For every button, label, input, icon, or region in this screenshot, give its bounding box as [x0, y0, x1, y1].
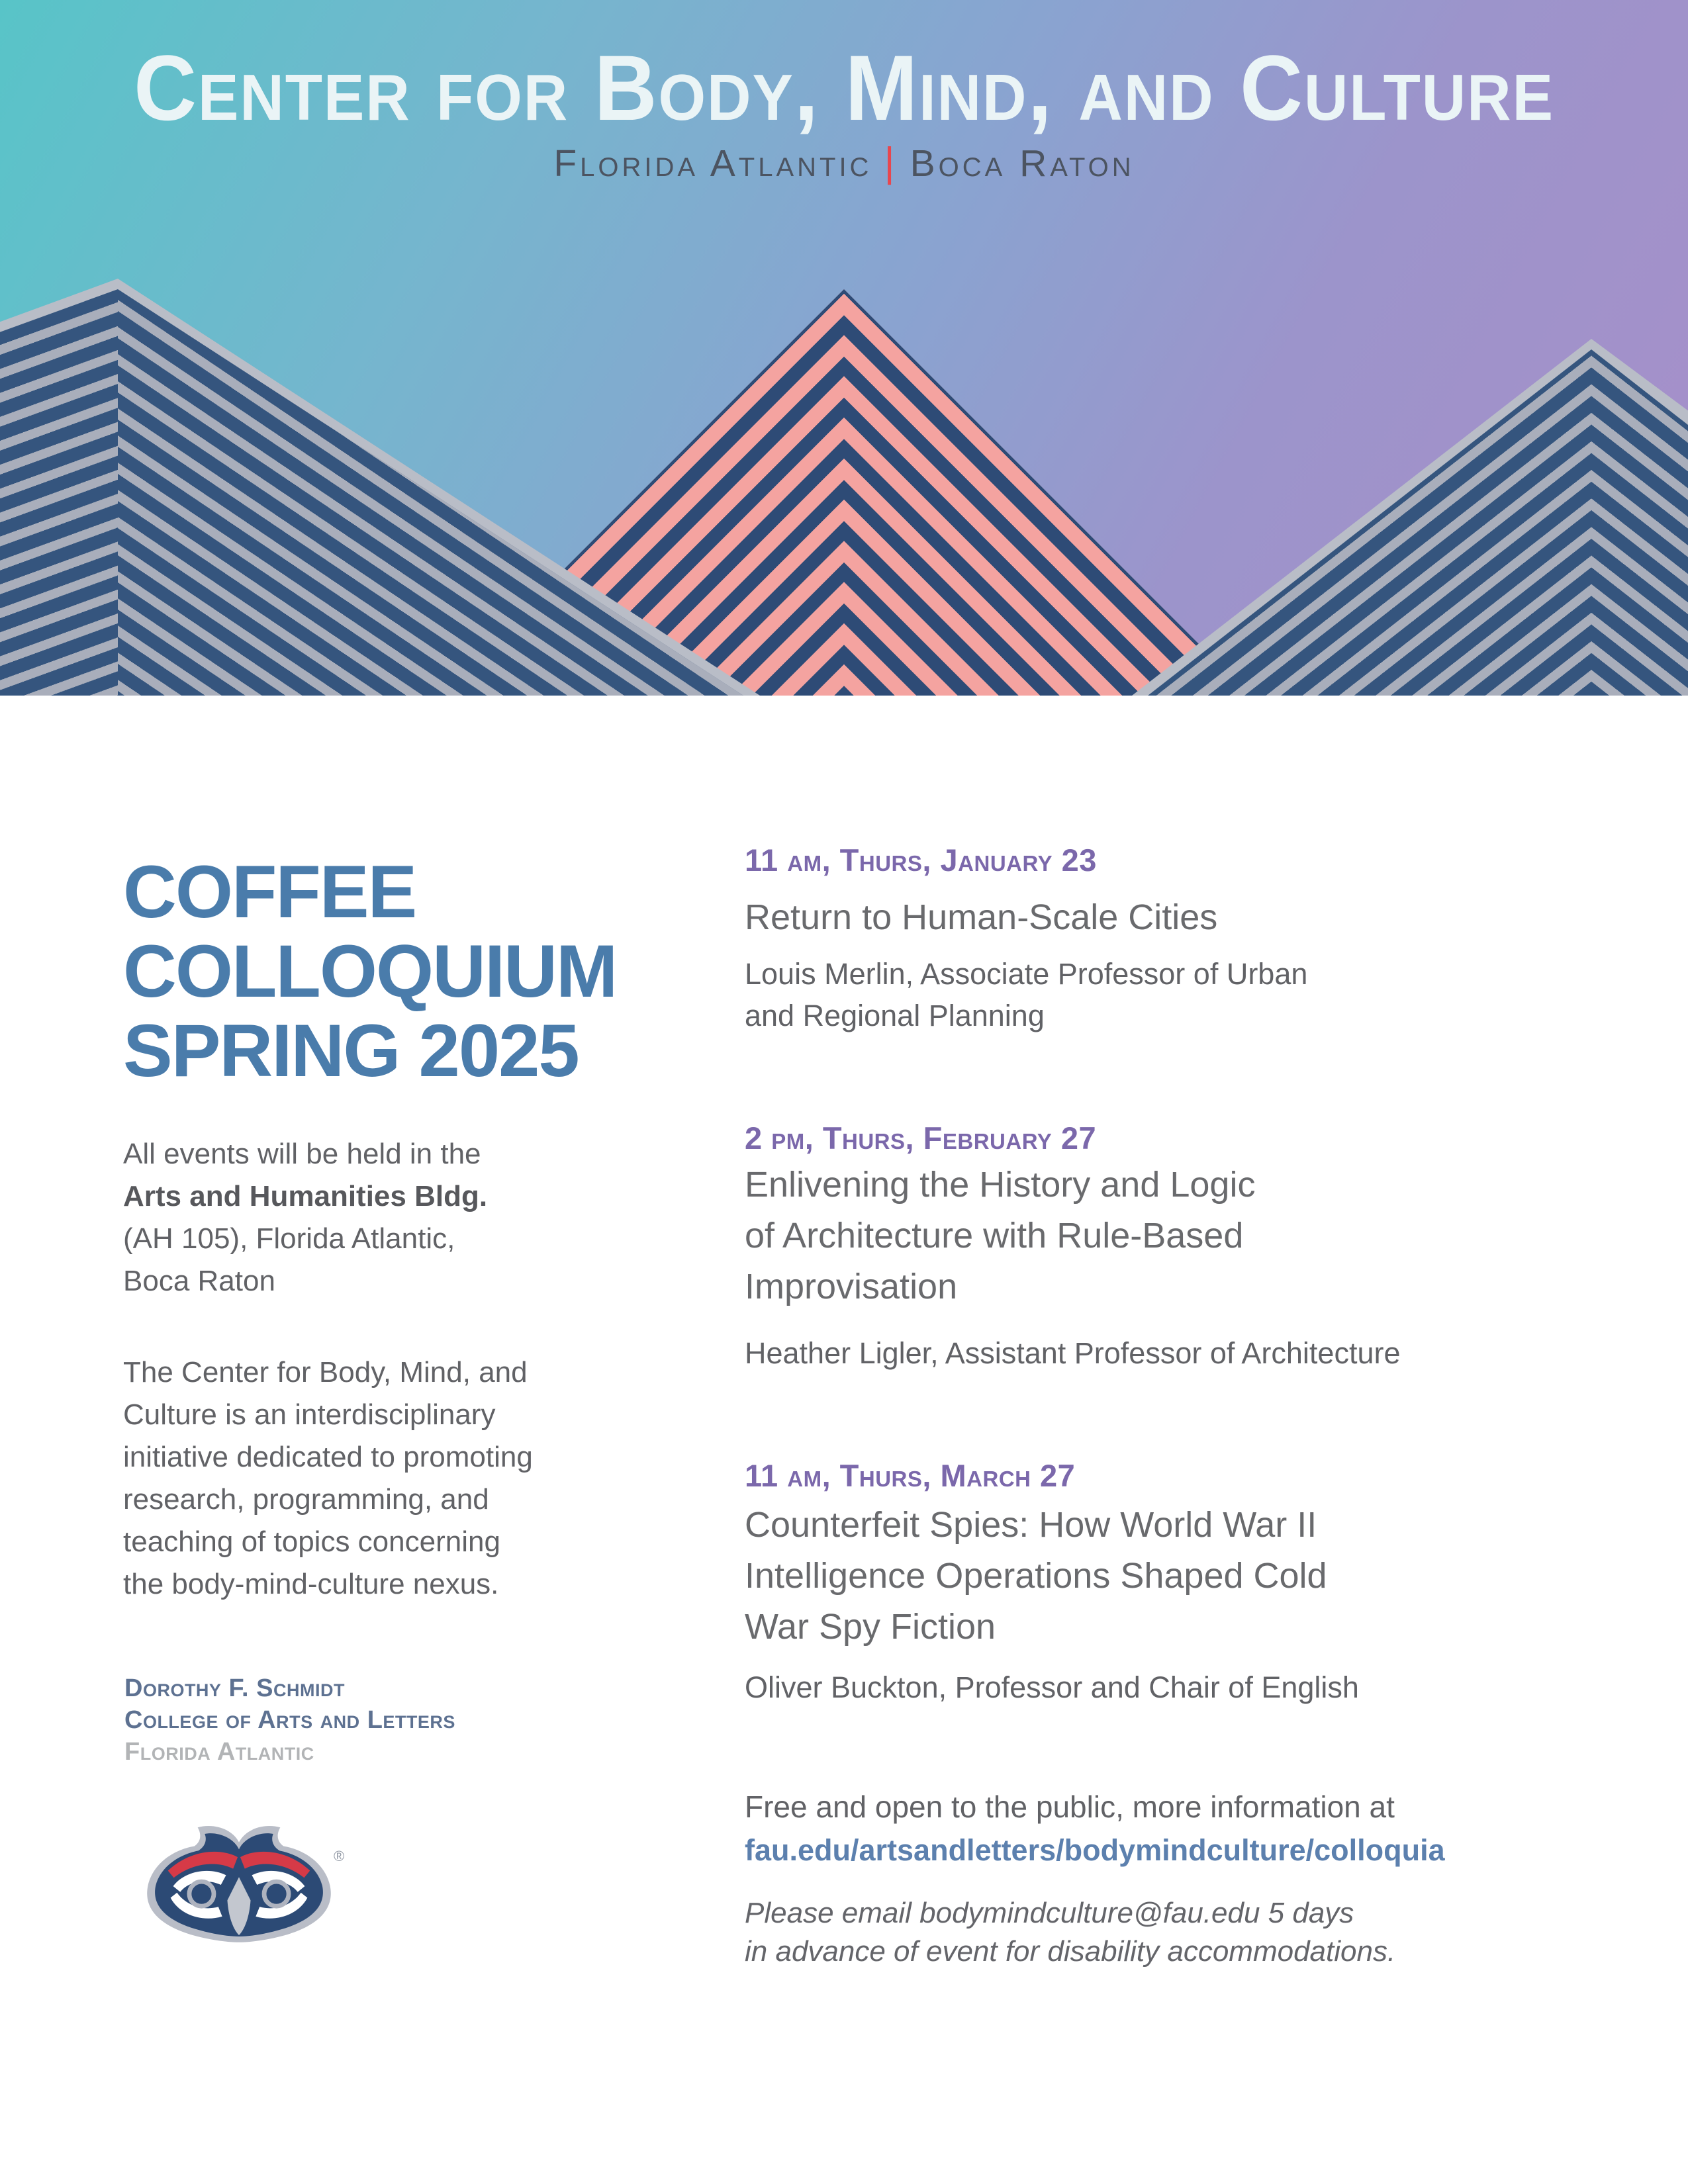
venue-paragraph — [123, 1133, 487, 1302]
description-line: initiative dedicated to promoting — [123, 1441, 533, 1473]
colloquium-title-line: COFFEE — [123, 850, 416, 933]
accessibility-note-line: in advance of event for disability accommodations. — [745, 1935, 1396, 1968]
accessibility-note-line: Please email bodymindculture@fau.edu 5 days — [745, 1897, 1354, 1929]
event-speaker — [745, 953, 1307, 1036]
registered-trademark: ® — [334, 1848, 345, 1864]
event-speaker-line: Heather Ligler, Assistant Professor of Architecture — [745, 1336, 1401, 1370]
venue-building: Arts and Humanities Bldg. — [123, 1180, 488, 1212]
description-line: The Center for Body, Mind, and — [123, 1356, 528, 1388]
venue-line: All events will be held in the — [123, 1138, 481, 1170]
event-speaker-line: Louis Merlin, Associate Professor of Urban — [745, 957, 1308, 991]
credit-university: Florida Atlantic — [124, 1738, 314, 1766]
event-title — [745, 1500, 1327, 1653]
credit-donor: Dorothy F. Schmidt — [124, 1674, 345, 1702]
event-speaker — [745, 1332, 1400, 1374]
description-line: the body-mind-culture nexus. — [123, 1568, 499, 1600]
hero-banner — [0, 0, 1688, 696]
subtitle-divider: | — [884, 140, 898, 185]
event-title-line: War Spy Fiction — [745, 1607, 996, 1647]
event-title-line: Return to Human-Scale Cities — [745, 897, 1218, 937]
event-speaker-line: and Regional Planning — [745, 999, 1045, 1032]
event-title-line: Enlivening the History and Logic — [745, 1165, 1256, 1205]
description-line: research, programming, and — [123, 1483, 489, 1516]
description-line: teaching of topics concerning — [123, 1525, 500, 1558]
description-line: Culture is an interdisciplinary — [123, 1398, 496, 1431]
event-title — [745, 1160, 1255, 1312]
subtitle-campus: Florida Atlantic — [553, 142, 872, 185]
center-description — [123, 1351, 533, 1606]
event-speaker — [745, 1666, 1359, 1708]
event-datetime: 2 pm, Thurs, February 27 — [745, 1120, 1097, 1156]
event-datetime: 11 am, Thurs, March 27 — [745, 1458, 1076, 1493]
event-speaker-line: Oliver Buckton, Professor and Chair of English — [745, 1670, 1359, 1704]
fau-owl-logo — [136, 1820, 345, 1950]
event-title-line: Intelligence Operations Shaped Cold — [745, 1556, 1327, 1596]
credit-college: College of Arts and Letters — [124, 1706, 455, 1734]
colloquium-title-line: COLLOQUIUM — [123, 930, 617, 1013]
event-title-line: of Architecture with Rule-Based — [745, 1216, 1244, 1255]
event-datetime: 11 am, Thurs, January 23 — [745, 842, 1097, 878]
venue-line: (AH 105), Florida Atlantic, — [123, 1222, 455, 1255]
venue-line: Boca Raton — [123, 1265, 275, 1297]
event-title-line: Improvisation — [745, 1267, 958, 1306]
footer-info: Free and open to the public, more information at — [745, 1790, 1395, 1824]
accessibility-note — [745, 1894, 1395, 1971]
hero-subtitle — [0, 139, 1688, 186]
page-title: Center for Body, Mind, and Culture — [134, 36, 1554, 140]
footer-link[interactable]: fau.edu/artsandletters/bodymindculture/colloquia — [745, 1833, 1445, 1867]
subtitle-city: Boca Raton — [910, 142, 1135, 185]
event-title-line: Counterfeit Spies: How World War II — [745, 1505, 1317, 1545]
colloquium-title-line: SPRING 2025 — [123, 1009, 579, 1092]
event-title — [745, 892, 1217, 943]
